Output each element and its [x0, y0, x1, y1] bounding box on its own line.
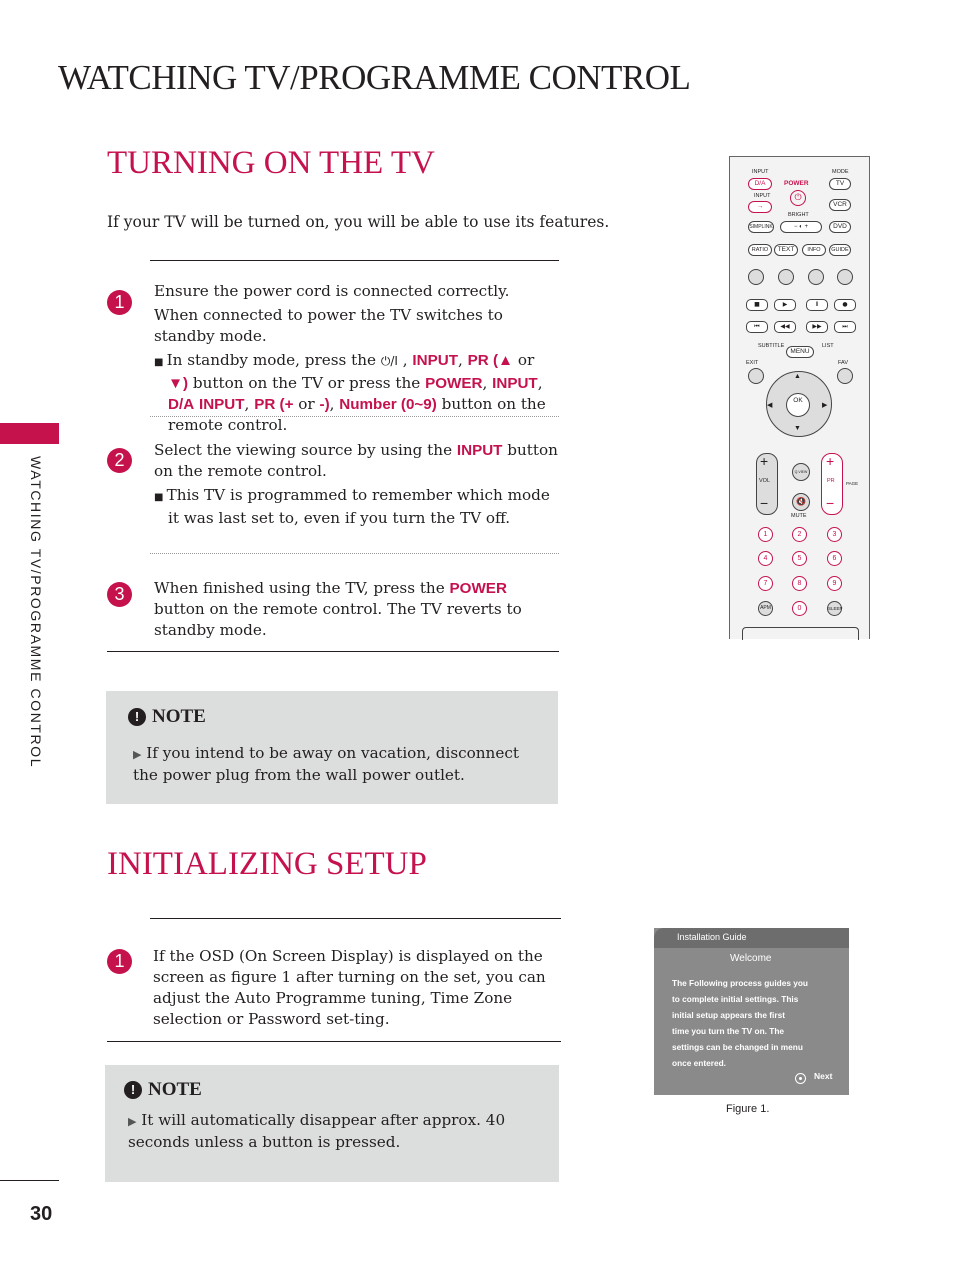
remote-forward-icon: ▶▶ — [806, 321, 828, 333]
remote-number-8: 8 — [792, 576, 807, 591]
remote-skip-back-icon: ⏮ — [746, 321, 768, 333]
remote-label-exit: EXIT — [746, 360, 759, 366]
remote-rewind-icon: ◀◀ — [774, 321, 796, 333]
side-tab-label: WATCHING TV/PROGRAMME CONTROL — [28, 456, 44, 769]
step-2-text — [154, 440, 559, 529]
step-number-1: 1 — [107, 949, 132, 974]
figure-caption: Figure 1. — [726, 1103, 770, 1115]
remote-label-power: POWER — [784, 180, 809, 187]
remote-pr-minus-icon: − — [826, 495, 835, 511]
remote-label-mute: MUTE — [791, 513, 807, 519]
remote-label-subtitle: SUBTITLE — [758, 343, 785, 349]
remote-input-arrow-icon: → — [748, 201, 772, 213]
remote-label-fav: FAV — [838, 360, 848, 366]
remote-right-arrow-icon: ▶ — [822, 402, 828, 409]
remote-sleep-button: SLEEP — [827, 601, 842, 616]
remote-color-button — [808, 269, 824, 285]
step-2-line: Select the viewing source by using the INPUT button on the remote control. — [154, 441, 558, 480]
step-1-text — [154, 281, 559, 436]
remote-left-arrow-icon: ◀ — [767, 402, 773, 409]
remote-qview-button: Q.VIEW — [792, 463, 810, 481]
power-symbol-icon: ⏻/I — [380, 354, 398, 368]
remote-control-illustration — [729, 156, 870, 639]
remote-guide-button: GUIDE — [829, 244, 851, 256]
note-text: ▶ It will automatically disappear after approx. 40 seconds unless a button is pressed. — [128, 1111, 506, 1151]
page-header-title: WATCHING TV/PROGRAMME CONTROL — [58, 58, 691, 97]
remote-power-icon: ⏻ — [790, 190, 806, 206]
osd-tab-title: Installation Guide — [677, 932, 747, 942]
triangle-bullet-icon: ▶ — [133, 748, 142, 761]
step-1-bullet: ■ In standby mode, press the ⏻/I , INPUT, PR (▲ or ▼) button on the TV or press the POWER, INPUT, D/A INPUT, PR (+ or -), Number (0~9) button on the remote control. — [154, 351, 546, 434]
remote-number-7: 7 — [758, 576, 773, 591]
remote-number-1: 1 — [758, 527, 773, 542]
remote-da-button: D/A — [748, 178, 772, 190]
side-tab-marker — [0, 423, 59, 444]
remote-number-9: 9 — [827, 576, 842, 591]
osd-welcome-heading: Welcome — [730, 953, 772, 964]
remote-number-4: 4 — [758, 551, 773, 566]
remote-play-icon: ▶ — [774, 299, 796, 311]
remote-dvd-button: DVD — [829, 221, 851, 233]
remote-number-2: 2 — [792, 527, 807, 542]
remote-label-input-2: INPUT — [754, 193, 771, 199]
divider — [150, 260, 559, 261]
section-title-turning-on: TURNING ON THE TV — [107, 145, 435, 181]
remote-pr-plus-icon: + — [826, 453, 835, 469]
remote-ok-button: OK — [786, 393, 810, 417]
remote-fav-button — [837, 368, 853, 384]
init-step-1-text: If the OSD (On Screen Display) is displayed on the screen as figure 1 after turning on the set, you can adjust the Auto Programme tuning, Time Zone selection or Password set-ting. — [153, 947, 546, 1028]
remote-number-3: 3 — [827, 527, 842, 542]
remote-vol-minus-icon: − — [760, 495, 769, 511]
step-1-line-2: When connected to power the TV switches to standby mode. — [154, 306, 503, 345]
remote-mute-icon: 🔇 — [792, 493, 810, 511]
remote-ratio-button: RATIO — [748, 244, 772, 256]
remote-info-button: INFO — [802, 244, 826, 256]
osd-ok-icon — [795, 1073, 806, 1084]
remote-apm-button: APM — [758, 601, 773, 616]
step-3-text: When finished using the TV, press the POWER button on the remote control. The TV reverts to standby mode. — [154, 579, 522, 639]
remote-label-page: PAGE — [846, 481, 859, 486]
remote-bright-rocker: − ◐ + — [780, 221, 822, 233]
step-number-3: 3 — [107, 582, 132, 607]
dotted-divider — [150, 553, 559, 554]
remote-simplink-button: SIMPLINK — [748, 221, 774, 233]
remote-label-mode: MODE — [832, 169, 849, 175]
note-heading: ! NOTE — [128, 706, 206, 728]
remote-up-arrow-icon: ▲ — [794, 373, 801, 380]
dotted-divider — [150, 416, 559, 417]
remote-label-pr: PR — [827, 478, 835, 484]
remote-stop-icon: ■ — [746, 299, 768, 311]
remote-color-button — [837, 269, 853, 285]
step-1-line-1: Ensure the power cord is connected correctly. — [154, 282, 510, 300]
divider — [107, 651, 559, 652]
divider — [150, 918, 561, 919]
remote-color-button — [748, 269, 764, 285]
remote-label-input: INPUT — [752, 169, 769, 175]
step-2-bullet: ■ This TV is programmed to remember which mode it was last set to, even if you turn the TV off. — [154, 486, 550, 527]
remote-number-6: 6 — [827, 551, 842, 566]
remote-label-list: LIST — [822, 343, 834, 349]
osd-next-label: Next — [814, 1071, 833, 1081]
remote-skip-forward-icon: ⏭ — [834, 321, 856, 333]
remote-bottom-buttons — [742, 627, 859, 640]
remote-number-5: 5 — [792, 551, 807, 566]
remote-record-icon: ● — [834, 299, 856, 311]
page-number: 30 — [30, 1203, 53, 1225]
remote-pause-icon: Ⅱ — [806, 299, 828, 311]
page-number-divider — [0, 1180, 59, 1181]
section-title-initializing: INITIALIZING SETUP — [107, 846, 427, 882]
divider — [107, 1041, 561, 1042]
remote-exit-button — [748, 368, 764, 384]
remote-label-vol: VOL — [759, 478, 771, 484]
remote-down-arrow-icon: ▼ — [794, 425, 801, 432]
note-text: ▶ If you intend to be away on vacation, disconnect the power plug from the wall power outlet. — [133, 744, 519, 784]
step-number-2: 2 — [107, 448, 132, 473]
section-intro: If your TV will be turned on, you will be able to use its features. — [107, 213, 610, 231]
exclamation-icon: ! — [124, 1081, 142, 1099]
note-heading: ! NOTE — [124, 1079, 202, 1101]
remote-vcr-button: VCR — [829, 199, 851, 211]
remote-tv-button: TV — [829, 178, 851, 190]
remote-text-button: TEXT — [774, 244, 798, 256]
remote-vol-plus-icon: + — [760, 453, 769, 469]
remote-number-0: 0 — [792, 601, 807, 616]
remote-label-bright: BRIGHT — [788, 212, 809, 218]
step-number-1: 1 — [107, 290, 132, 315]
osd-body-text: The Following process guides you to complete initial settings. This initial setup appears the first time you turn the TV on. The settings can be changed in menu once entered. — [672, 978, 808, 1068]
exclamation-icon: ! — [128, 708, 146, 726]
remote-menu-button: MENU — [786, 346, 814, 358]
triangle-bullet-icon: ▶ — [128, 1115, 137, 1128]
remote-color-button — [778, 269, 794, 285]
